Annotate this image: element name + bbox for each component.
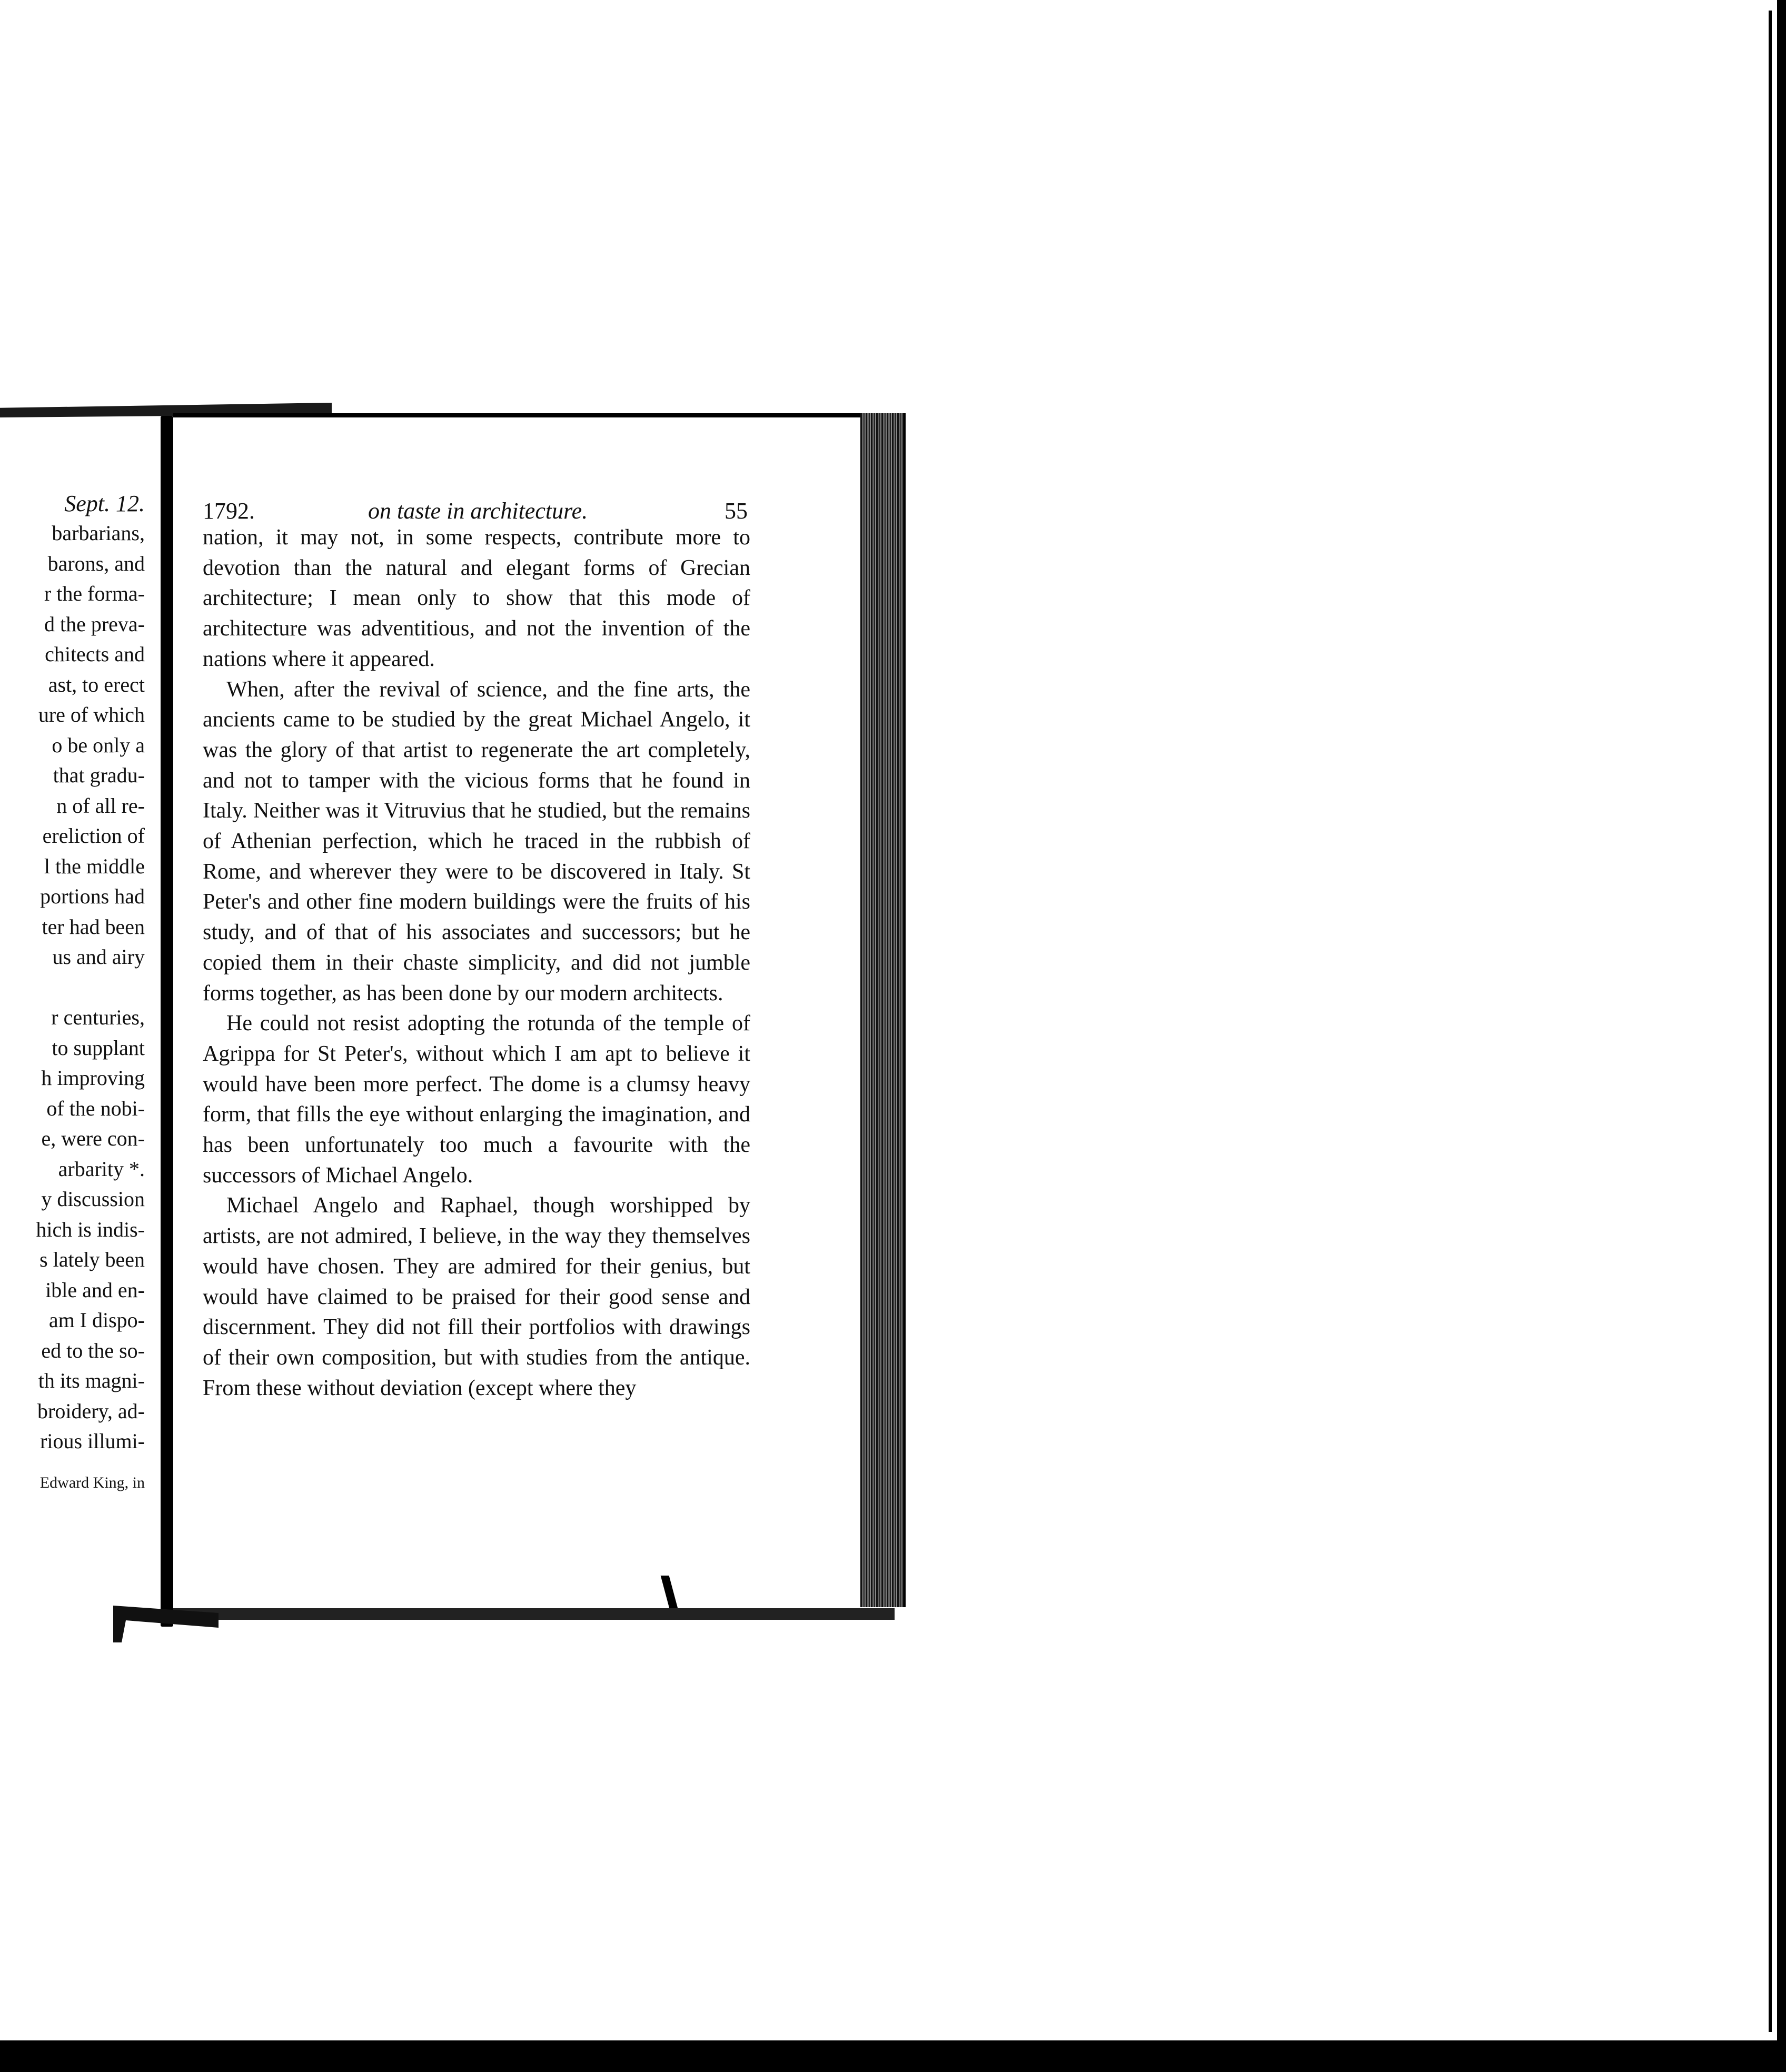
running-head-title: on taste in architecture.: [368, 498, 588, 524]
left-page-line: y discussion: [41, 1187, 145, 1211]
right-page: [173, 413, 860, 1620]
left-page-line: portions had: [40, 884, 145, 908]
running-head-year: 1792.: [203, 498, 255, 524]
left-page-line: th its magni-: [38, 1369, 145, 1392]
left-page: [0, 419, 161, 1624]
left-page-line: that gradu-: [53, 763, 145, 787]
left-page-line: ter had been: [42, 914, 145, 939]
page-fore-edge: [860, 413, 906, 1607]
right-page-bottom-edge: [173, 1608, 895, 1620]
left-page-line: r centuries,: [51, 1005, 145, 1029]
paragraph: When, after the revival of science, and the fine arts, the ancients came to be studied by the great Michael Angelo, it was the glory of that artist to regenerate the art completely, and not to tamper with the vicious forms that he found in Italy. Neither was it Vitruvius that he studied, but the remains of Athenian perfection, which he traced in the rubbish of Rome, and wherever they were to be discovered in Italy. St Peter's and other fine modern buildings were the fruits of his study, and of that of his associates and successors; but he copied them in their chaste simplicity, and did not jumble forms together, as has been done by our modern architects.: [203, 677, 750, 1005]
paragraph: He could not resist adopting the rotunda of the temple of Agrippa for St Peter's, without which I am apt to believe it would have been more perfect. The dome is a clumsy heavy form, that fills the eye without enlarging the imagination, and has been unfortunately too much a favourite with the successors of Michael Angelo.: [203, 1011, 750, 1188]
left-page-line: barbarians,: [52, 521, 145, 545]
left-page-line: o be only a: [52, 733, 145, 757]
left-page-line: ure of which: [38, 703, 145, 726]
left-page-line: chitects and: [45, 642, 145, 666]
scan-border-line: [1769, 11, 1772, 2032]
left-page-line: hich is indis-: [36, 1217, 145, 1241]
left-running-head: Sept. 12.: [64, 491, 145, 516]
left-page-line: n of all re-: [56, 793, 145, 818]
paragraph: Michael Angelo and Raphael, though worshipped by artists, are not admired, I believe, in the way they themselves would have chosen. They are admired for their genius, but would have claimed to be praised for their good sense and discernment. They did not fill their portfolios with drawings of their own composition, but with studies from the antique. From these without deviation (except where they: [203, 1193, 750, 1400]
left-page-line: l the middle: [44, 854, 145, 878]
left-page-line: us and airy: [52, 945, 145, 969]
left-page-line: rious illumi-: [40, 1429, 145, 1453]
left-page-line: d the preva-: [44, 612, 145, 636]
left-page-line: of the nobi-: [46, 1096, 145, 1120]
binding-thread: [661, 1576, 679, 1612]
scan-bottom-band: [0, 2043, 1786, 2072]
left-page-line: ible and en-: [45, 1278, 145, 1302]
left-page-line: broidery, ad-: [37, 1399, 145, 1423]
book-gutter: [161, 416, 173, 1627]
left-page-line: to supplant: [52, 1035, 145, 1060]
left-page-line: arbarity *.: [58, 1157, 145, 1181]
left-page-line: am I dispo-: [48, 1308, 145, 1332]
paragraph: nation, it may not, in some respects, contribute more to devotion than the natural and elegant forms of Grecian architecture; I mean only to show that this mode of architecture was adventitious, and not the invention of the nations where it appeared.: [203, 525, 750, 671]
left-page-line: h improving: [41, 1066, 145, 1090]
left-page-line: ed to the so-: [41, 1338, 145, 1362]
left-page-line: r the forma-: [44, 582, 145, 605]
left-page-line: ast, to erect: [48, 672, 145, 696]
left-page-line: barons, and: [47, 551, 145, 575]
left-footnote: Edward King, in: [39, 1473, 145, 1491]
left-page-line: e, were con-: [41, 1127, 145, 1150]
open-book: [0, 403, 908, 1650]
body-text: [203, 523, 750, 1403]
left-page-line: ereliction of: [42, 824, 145, 848]
page-number: 55: [725, 498, 748, 524]
left-page-line: s lately been: [39, 1248, 145, 1271]
